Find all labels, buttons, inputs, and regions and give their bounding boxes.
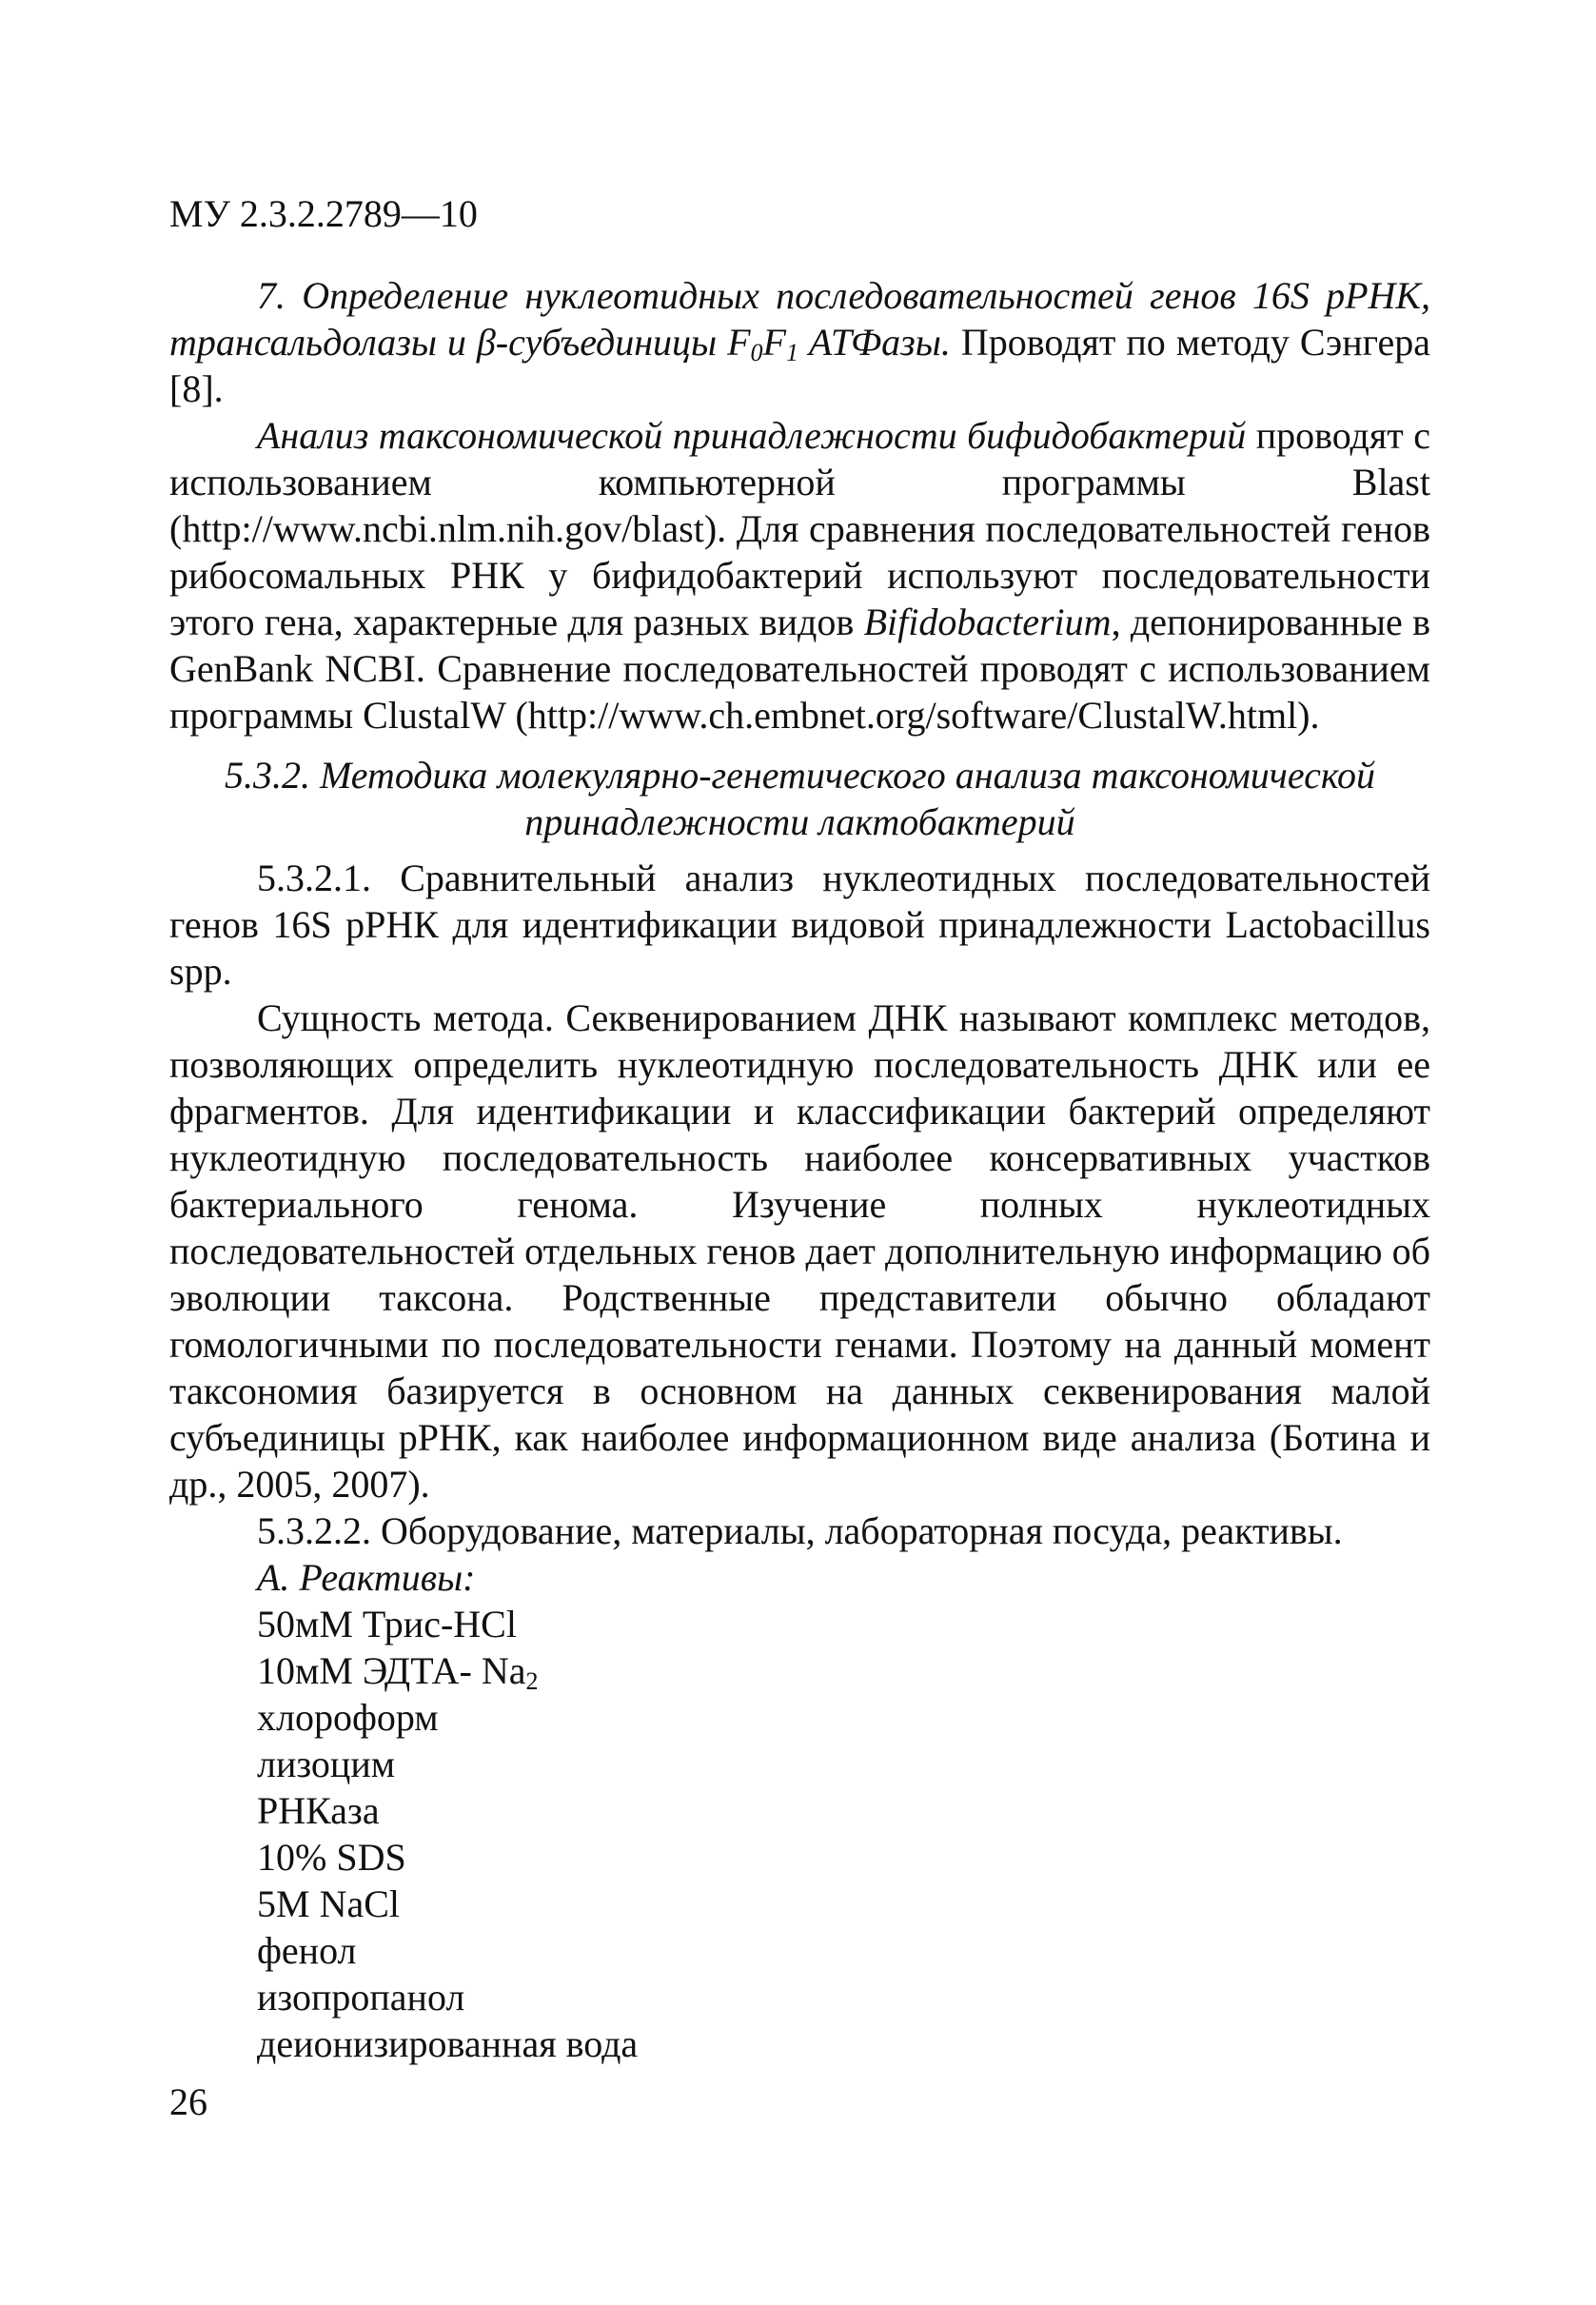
species-name: Bifidobacterium — [863, 601, 1112, 643]
reagent-item: хлороформ — [257, 1696, 439, 1739]
reagent-item: РНКаза — [257, 1789, 380, 1832]
reagent-item: лизоцим — [257, 1743, 396, 1785]
section-7-paragraph — [169, 272, 1430, 412]
reagent-item: 5M NaCl — [257, 1882, 400, 1925]
section-7-text: Проводят по методу Сэнгера [8]. — [169, 321, 1430, 410]
analysis-lead: Анализ таксономической принадлежности бифидобактерий — [257, 414, 1247, 457]
analysis-text-1: проводят с использованием компьютерной программы Blast (http://www.ncbi.nlm.nih.gov/blast). Для сравнения последовательностей генов рибосомальных РНК у бифидобактерий используют последовательности этого гена, характерные для разных видов — [169, 414, 1430, 643]
reagent-item: фенол — [257, 1929, 357, 1972]
method-essence-paragraph: Сущность метода. Секвенированием ДНК называют комплекс методов, позволяющих определить нуклеотидную последовательность ДНК или ее фрагментов. Для идентификации и классификации бактерий определяют нуклеотидную последовательность наиболее консервативных участков бактериального генома. Изучение полных нуклеотидных последовательностей отдельных генов дает дополнительную информацию об эволюции таксона. Родственные представители обычно обладают гомологичными по последовательности генами. Поэтому на данный момент таксономия базируется в основном на данных секвенирования малой субъединицы рРНК, как наиболее информационном виде анализа (Ботина и др., 2005, 2007). — [169, 996, 1430, 1506]
reagent-item: 10% SDS — [257, 1836, 406, 1879]
paragraph-5322: 5.3.2.2. Оборудование, материалы, лабораторная посуда, реактивы. — [257, 1509, 1343, 1552]
reagent-item: 50мМ Трис-HCl — [257, 1603, 517, 1645]
reagents-heading: А. Реактивы: — [257, 1556, 476, 1599]
section-532-heading-line-1: 5.3.2. Методика молекулярно-генетического анализа таксономической — [224, 754, 1376, 797]
page-number: 26 — [169, 2080, 207, 2123]
reagents-list — [169, 1601, 1430, 2067]
reagent-item: изопропанол — [257, 1976, 465, 2019]
section-532-heading — [169, 752, 1430, 845]
reagent-item: 10мМ ЭДТА- $Na_2$ — [257, 1649, 539, 1695]
document-code-header: МУ 2.3.2.2789—10 — [169, 192, 478, 235]
page-content — [169, 272, 1430, 2067]
section-7-title: 7. Определение нуклеотидных последовательностей генов 16S рРНК, трансальдолазы и β-субъединицы $F_0F_1$ АТФазы. — [169, 274, 1430, 366]
analysis-paragraph — [169, 412, 1430, 739]
paragraph-5321: 5.3.2.1. Сравнительный анализ нуклеотидных последовательностей генов 16S рРНК для идентификации видовой принадлежности Lactobacillus spp. — [169, 857, 1430, 993]
reagent-item: деионизированная вода — [257, 2022, 639, 2065]
section-532-heading-line-2: принадлежности лактобактерий — [524, 800, 1075, 843]
analysis-text-2: , депонированные в GenBank NCBI. Сравнение последовательностей проводят с использованием программы ClustalW (http://www.ch.embnet.org/software/ClustalW.html). — [169, 601, 1431, 737]
